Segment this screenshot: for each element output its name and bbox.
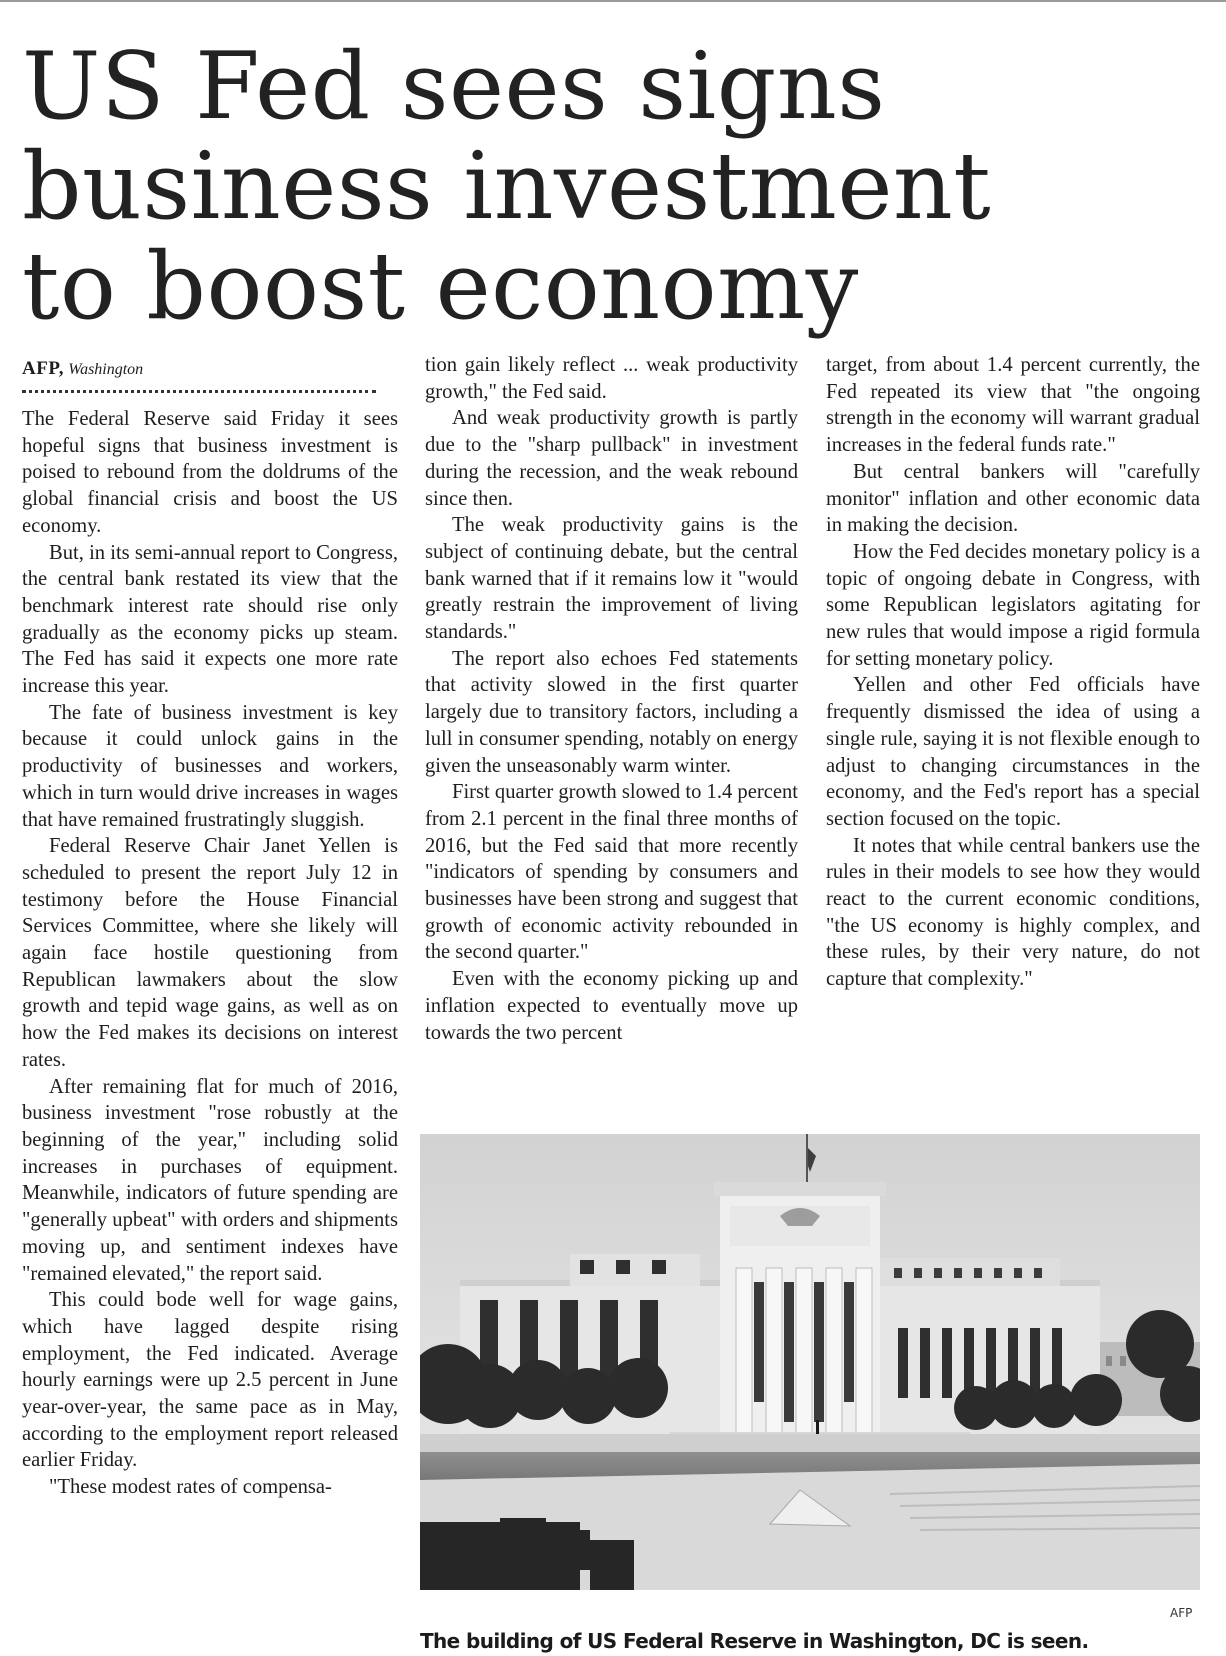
headline-line-2: business investment bbox=[22, 132, 992, 240]
photo-credit: AFP bbox=[1170, 1606, 1193, 1620]
paragraph: The Federal Reserve said Friday it sees hopeful signs that business investment is poised to rebound from the doldrums of the global financial crisis and boost the US economy. bbox=[22, 408, 398, 537]
byline-dotted-rule bbox=[22, 390, 376, 393]
photo-caption: The building of US Federal Reserve in Washington, DC is seen. bbox=[420, 1629, 1089, 1653]
paragraph: But, in its semi-annual report to Congress, the central bank restated its view that the benchmark interest rate should rise only gradually as the economy picks up steam. The Fed has said it expects one more rate increase this year. bbox=[22, 541, 398, 698]
article-column-1 bbox=[22, 406, 398, 1501]
paragraph: Federal Reserve Chair Janet Yellen is scheduled to present the report July 12 in testimony before the House Financial Services Committee, where she likely will again face hostile questioning from Republican lawmakers about the slow growth and tepid wage gains, as well as on how the Fed makes its decisions on interest rates. bbox=[22, 835, 398, 1071]
paragraph: After remaining flat for much of 2016, business investment "rose robustly at the beginning of the year," including solid increases in purchases of equipment. Meanwhile, indicators of future spending are "generally upbeat" with orders and shipments moving up, and sentiment indexes have "remained elevated," the report said. bbox=[22, 1075, 398, 1285]
paragraph: tion gain likely reflect ... weak productivity growth," the Fed said. bbox=[425, 354, 798, 403]
byline bbox=[22, 358, 143, 381]
byline-agency: AFP, bbox=[22, 358, 64, 379]
paragraph: The weak productivity gains is the subject of continuing debate, but the central bank warned that if it remains low it "would greatly restrain the improvement of living standards." bbox=[425, 514, 798, 644]
building-illustration bbox=[420, 1134, 1200, 1590]
paragraph: Even with the economy picking up and inflation expected to eventually move up towards the two percent bbox=[425, 968, 798, 1044]
paragraph: It notes that while central bankers use the rules in their models to see how they would react to the current economic conditions, "the US economy is highly complex, and these rules, by their very nature, do not capture that complexity." bbox=[826, 834, 1200, 991]
article-column-2 bbox=[425, 352, 798, 1046]
headline-line-3: to boost economy bbox=[22, 232, 859, 340]
paragraph: The fate of business investment is key because it could unlock gains in the productivity of businesses and workers, which in turn would drive increases in wages that have remained frustratingly sluggish. bbox=[22, 701, 398, 831]
paragraph: How the Fed decides monetary policy is a topic of ongoing debate in Congress, with some Republican legislators agitating for new rules that would impose a rigid formula for setting monetary policy. bbox=[826, 540, 1200, 670]
paragraph: First quarter growth slowed to 1.4 percent from 2.1 percent in the final three months of 2016, but the Fed said that more recently "indicators of spending by consumers and businesses have been strong and suggest that growth of economic activity rebounded in the second quarter." bbox=[425, 781, 799, 964]
headline bbox=[22, 32, 1202, 340]
paragraph: And weak productivity growth is partly due to the "sharp pullback" in investment during the recession, and the weak rebound since then. bbox=[425, 407, 798, 510]
paragraph: "These modest rates of compensa- bbox=[49, 1476, 332, 1499]
paragraph: But central bankers will "carefully monitor" inflation and other economic data in making the decision. bbox=[826, 460, 1200, 537]
article-column-3 bbox=[826, 352, 1200, 993]
paragraph: The report also echoes Fed statements that activity slowed in the first quarter largely due to transitory factors, including a lull in consumer spending, notably on energy given the unseasonably warm winter. bbox=[425, 647, 798, 777]
federal-reserve-building-photo bbox=[420, 1134, 1200, 1590]
top-rule bbox=[0, 0, 1226, 2]
paragraph: target, from about 1.4 percent currently, the Fed repeated its view that "the ongoing strength in the economy will warrant gradual increases in the federal funds rate." bbox=[826, 354, 1200, 457]
byline-location: Washington bbox=[68, 361, 144, 378]
paragraph: Yellen and other Fed officials have frequently dismissed the idea of using a single rule, saying it is not flexible enough to adjust to changing circumstances in the economy, and the Fed's report has a special section focused on the topic. bbox=[826, 674, 1200, 830]
headline-line-1: US Fed sees signs bbox=[22, 32, 886, 140]
paragraph: This could bode well for wage gains, which have lagged despite rising employment, the Fed indicated. Average hourly earnings were up 2.5 percent in June year-over-year, the same pace as in May, according to the employment report released earlier Friday. bbox=[22, 1289, 398, 1472]
